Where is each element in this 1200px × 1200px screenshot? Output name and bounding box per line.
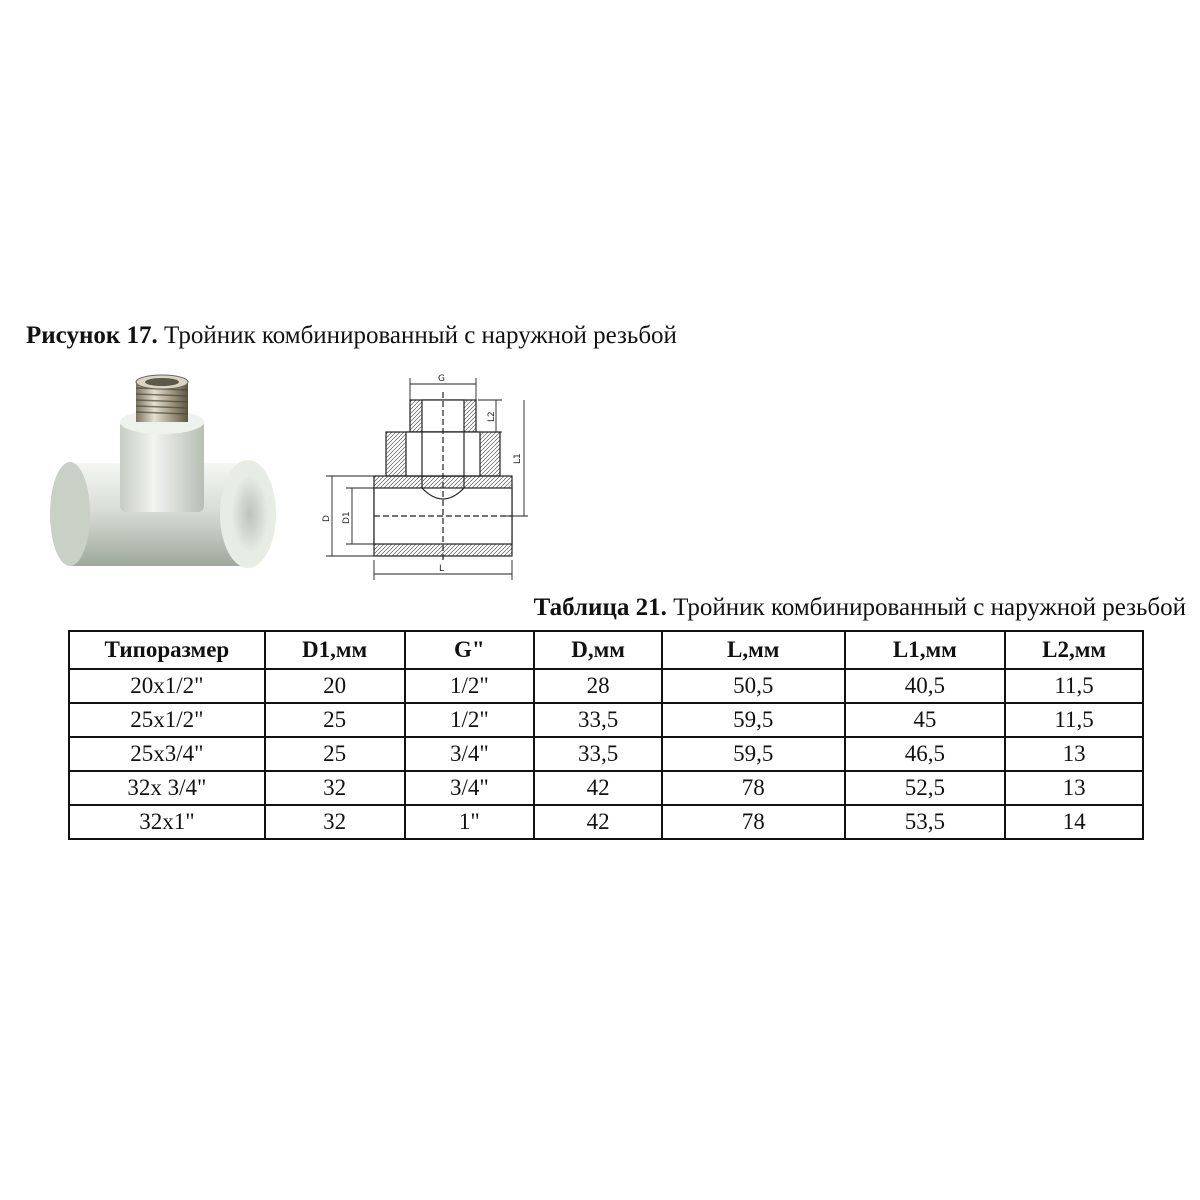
table-cell: 14 bbox=[1005, 805, 1143, 839]
table-cell: 42 bbox=[534, 771, 662, 805]
header-cell: L2,мм bbox=[1005, 631, 1143, 669]
table-cell: 25 bbox=[265, 737, 405, 771]
table-row bbox=[69, 805, 1143, 839]
figure-title: Тройник комбинированный с наружной резьбой bbox=[164, 322, 677, 349]
table-cell: 11,5 bbox=[1005, 703, 1143, 737]
table-cell: 13 bbox=[1005, 737, 1143, 771]
table-cell: 53,5 bbox=[845, 805, 1006, 839]
table-cell: 25 bbox=[265, 703, 405, 737]
table-cell: 20x1/2" bbox=[69, 669, 265, 703]
table-cell: 78 bbox=[662, 805, 845, 839]
table-row bbox=[69, 771, 1143, 805]
table-cell: 32x 3/4" bbox=[69, 771, 265, 805]
table-cell: 42 bbox=[534, 805, 662, 839]
table-cell: 28 bbox=[534, 669, 662, 703]
table-cell: 1" bbox=[405, 805, 535, 839]
header-cell: L,мм bbox=[662, 631, 845, 669]
table-cell: 1/2" bbox=[405, 703, 535, 737]
table-cell: 13 bbox=[1005, 771, 1143, 805]
table-cell: 33,5 bbox=[534, 703, 662, 737]
table-cell: 59,5 bbox=[662, 703, 845, 737]
table-cell: 50,5 bbox=[662, 669, 845, 703]
table-cell: 46,5 bbox=[845, 737, 1006, 771]
header-cell: G" bbox=[405, 631, 535, 669]
table-cell: 32 bbox=[265, 805, 405, 839]
table-label: Таблица 21. bbox=[533, 594, 667, 621]
table-cell: 32x1" bbox=[69, 805, 265, 839]
table-cell: 52,5 bbox=[845, 771, 1006, 805]
tee-fitting-drawing bbox=[318, 370, 528, 585]
label-l1: L1 bbox=[513, 453, 523, 464]
table-row bbox=[69, 703, 1143, 737]
label-d1: D1 bbox=[342, 511, 352, 524]
figure-label: Рисунок 17. bbox=[26, 322, 158, 349]
header-cell: Типоразмер bbox=[69, 631, 265, 669]
table-cell: 78 bbox=[662, 771, 845, 805]
spec-table bbox=[68, 630, 1144, 840]
table-row bbox=[69, 737, 1143, 771]
table-cell: 33,5 bbox=[534, 737, 662, 771]
table-cell: 1/2" bbox=[405, 669, 535, 703]
figure-caption bbox=[26, 322, 677, 350]
table-cell: 3/4" bbox=[405, 737, 535, 771]
table-cell: 32 bbox=[265, 771, 405, 805]
table-cell: 59,5 bbox=[662, 737, 845, 771]
table-cell: 40,5 bbox=[845, 669, 1006, 703]
label-d: D bbox=[322, 515, 332, 522]
table-header-row bbox=[69, 631, 1143, 669]
table-cell: 25x1/2" bbox=[69, 703, 265, 737]
table-cell: 25x3/4" bbox=[69, 737, 265, 771]
header-cell: L1,мм bbox=[845, 631, 1006, 669]
label-l: L bbox=[439, 564, 445, 574]
header-cell: D1,мм bbox=[265, 631, 405, 669]
table-cell: 45 bbox=[845, 703, 1006, 737]
label-g: G bbox=[438, 374, 445, 384]
tee-fitting-photo bbox=[48, 368, 288, 588]
header-cell: D,мм bbox=[534, 631, 662, 669]
table-cell: 3/4" bbox=[405, 771, 535, 805]
table-cell: 11,5 bbox=[1005, 669, 1143, 703]
table-title: Тройник комбинированный с наружной резьбой bbox=[673, 594, 1186, 621]
table-cell: 20 bbox=[265, 669, 405, 703]
table-caption bbox=[534, 594, 1186, 622]
label-l2: L2 bbox=[487, 411, 497, 422]
table-row bbox=[69, 669, 1143, 703]
